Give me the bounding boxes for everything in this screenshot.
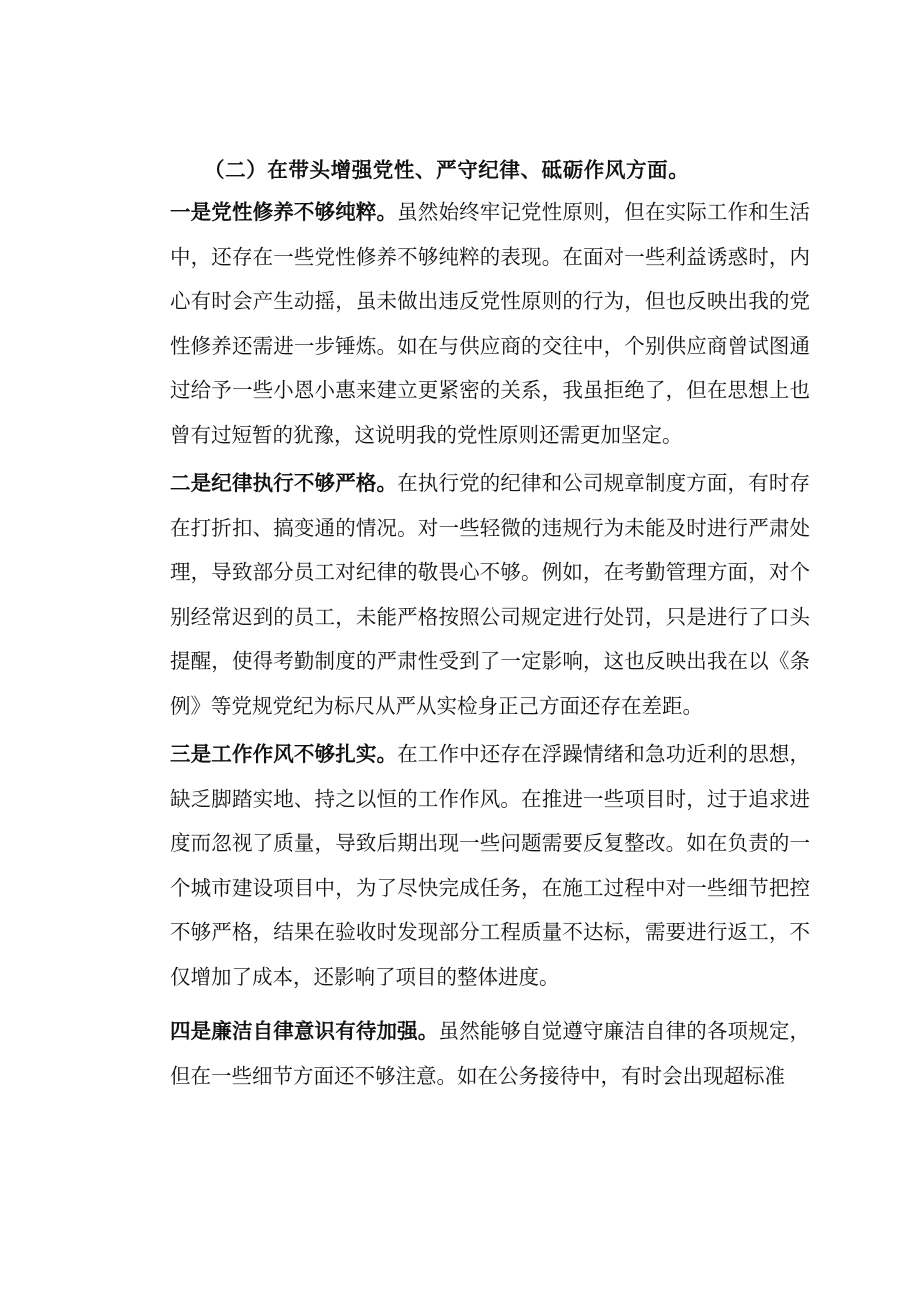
paragraph-discipline	[170, 461, 810, 728]
paragraph-body: 在执行党的纪律和公司规章制度方面，有时存在打折扣、搞变通的情况。对一些轻微的违规行为未能及时进行严肃处理，导致部分员工对纪律的敬畏心不够。例如，在考勤管理方面，对个别经常迟到的员工，未能严格按照公司规定进行处罚，只是进行了口头提醒，使得考勤制度的严肃性受到了一定影响，这也反映出我在以《条例》等党规党纪为标尺从严从实检身正己方面还存在差距。	[170, 471, 811, 718]
paragraph-party-spirit	[170, 190, 810, 457]
paragraph-lead: 三是工作作风不够扎实。	[170, 742, 398, 766]
paragraph-lead: 四是廉洁自律意识有待加强。	[170, 1019, 439, 1043]
paragraph-body: 在工作中还存在浮躁情绪和急功近利的思想，缺乏脚踏实地、持之以恒的工作作风。在推进一些项目时，过于追求进度而忽视了质量，导致后期出现一些问题需要反复整改。如在负责的一个城市建设项目中，为了尽快完成任务，在施工过程中对一些细节把控不够严格，结果在验收时发现部分工程质量不达标，需要进行返工，不仅增加了成本，还影响了项目的整体进度。	[170, 742, 811, 989]
paragraph-lead: 二是纪律执行不够严格。	[170, 471, 398, 495]
paragraph-body: 虽然能够自觉遵守廉洁自律的各项规定，但在一些细节方面还不够注意。如在公务接待中，有时会出现超标准	[170, 1019, 811, 1088]
section-heading: （二）在带头增强党性、严守纪律、砥砺作风方面。	[204, 158, 690, 182]
paragraph-work-style	[170, 732, 810, 999]
paragraph-lead: 一是党性修养不够纯粹。	[170, 200, 398, 224]
paragraph-integrity	[170, 1009, 810, 1098]
paragraph-body: 虽然始终牢记党性原则，但在实际工作和生活中，还存在一些党性修养不够纯粹的表现。在面对一些利益诱惑时，内心有时会产生动摇，虽未做出违反党性原则的行为，但也反映出我的党性修养还需进一步锤炼。如在与供应商的交往中，个别供应商曾试图通过给予一些小恩小惠来建立更紧密的关系，我虽拒绝了，但在思想上也曾有过短暂的犹豫，这说明我的党性原则还需更加坚定。	[170, 200, 811, 447]
document-body	[170, 150, 810, 1102]
